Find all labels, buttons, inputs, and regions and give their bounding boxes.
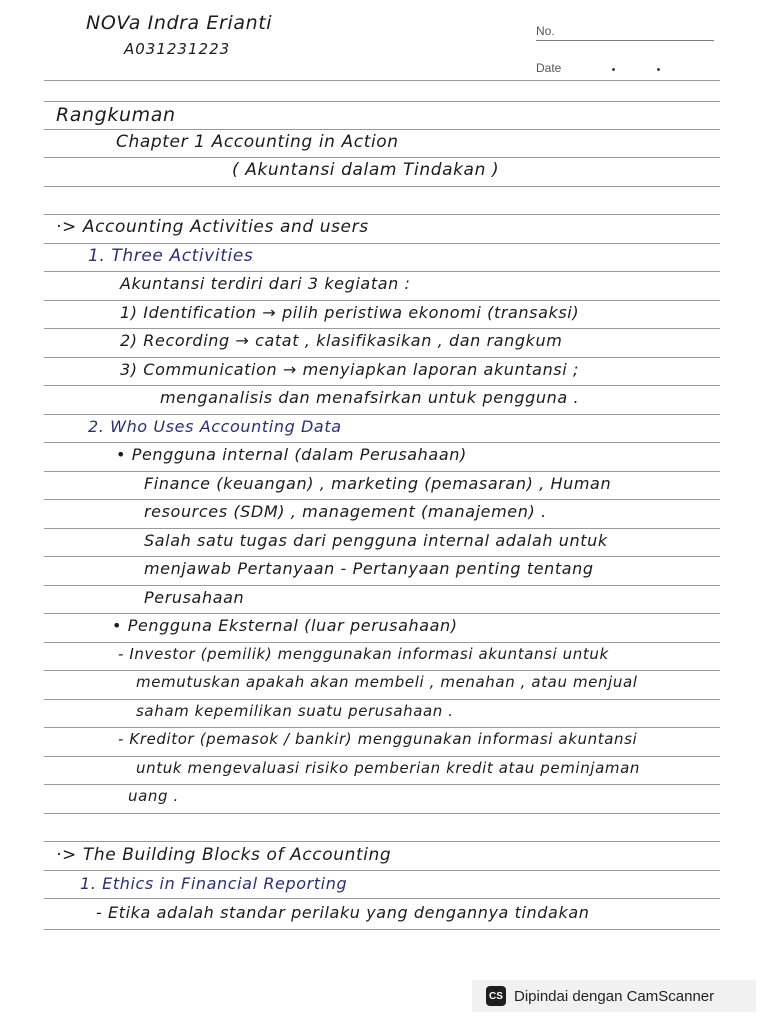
note-line: Finance (keuangan) , marketing (pemasaran) , Human: [144, 474, 612, 493]
date-label: Date: [536, 61, 562, 75]
note-line: ·> Accounting Activities and users: [56, 217, 369, 237]
camscanner-logo-icon: CS: [486, 986, 506, 1006]
ruled-line: [44, 841, 720, 842]
ruled-line: [44, 157, 720, 158]
note-line: 1. Three Activities: [88, 246, 254, 266]
note-line: saham kepemilikan suatu perusahaan .: [136, 702, 454, 720]
note-line: uang .: [128, 787, 179, 805]
note-line: 1) Identification → pilih peristiwa ekonomi (transaksi): [120, 303, 580, 322]
note-line: Rangkuman: [56, 104, 176, 126]
note-line: 3) Communication → menyiapkan laporan akuntansi ;: [120, 360, 579, 379]
note-line: 2) Recording → catat , klasifikasikan , dan rangkum: [120, 331, 563, 350]
ruled-line: [44, 300, 720, 301]
ruled-line: [44, 642, 720, 643]
note-line: menganalisis dan menafsirkan untuk pengguna .: [160, 388, 580, 407]
ruled-line: [44, 385, 720, 386]
ruled-line: [44, 699, 720, 700]
ruled-line: [44, 670, 720, 671]
header-rule: [44, 80, 720, 81]
ruled-line: [44, 613, 720, 614]
ruled-line: [44, 499, 720, 500]
camscanner-watermark: [472, 980, 756, 1012]
ruled-line: [44, 214, 720, 215]
ruled-line: [44, 471, 720, 472]
note-line: untuk mengevaluasi risiko pemberian kredit atau peminjaman: [136, 759, 640, 777]
ruled-line: [44, 870, 720, 871]
ruled-line: [44, 186, 720, 187]
ruled-line: [44, 784, 720, 785]
ruled-line: [44, 727, 720, 728]
ruled-line: [44, 756, 720, 757]
student-id: A031231223: [124, 40, 231, 58]
note-line: resources (SDM) , management (manajemen) .: [144, 502, 547, 521]
note-line: Akuntansi terdiri dari 3 kegiatan :: [120, 274, 411, 293]
note-line: Salah satu tugas dari pengguna internal adalah untuk: [144, 531, 608, 550]
student-name: NOVa Indra Erianti: [86, 12, 273, 34]
ruled-line: [44, 929, 720, 930]
note-line: - Kreditor (pemasok / bankir) menggunakan informasi akuntansi: [118, 730, 638, 748]
note-line: menjawab Pertanyaan - Pertanyaan penting tentang: [144, 559, 594, 578]
date-dot: [657, 68, 660, 71]
ruled-line: [44, 585, 720, 586]
ruled-line: [44, 243, 720, 244]
ruled-line: [44, 357, 720, 358]
ruled-line: [44, 813, 720, 814]
note-line: • Pengguna internal (dalam Perusahaan): [116, 445, 467, 464]
note-line: 1. Ethics in Financial Reporting: [80, 874, 348, 893]
note-line: ( Akuntansi dalam Tindakan ): [232, 160, 500, 180]
watermark-text: Dipindai dengan CamScanner: [514, 987, 715, 1005]
date-dot: [612, 68, 615, 71]
no-label: No.: [536, 24, 555, 38]
note-line: 2. Who Uses Accounting Data: [88, 417, 342, 436]
no-rule: [536, 40, 714, 41]
note-line: • Pengguna Eksternal (luar perusahaan): [112, 616, 458, 635]
note-line: - Investor (pemilik) menggunakan informasi akuntansi untuk: [118, 645, 609, 663]
note-line: memutuskan apakah akan membeli , menahan , atau menjual: [136, 673, 638, 691]
ruled-line: [44, 101, 720, 102]
note-line: Perusahaan: [144, 588, 245, 607]
ruled-line: [44, 898, 720, 899]
ruled-line: [44, 528, 720, 529]
note-line: - Etika adalah standar perilaku yang dengannya tindakan: [96, 903, 590, 922]
note-line: Chapter 1 Accounting in Action: [116, 132, 399, 152]
note-line: ·> The Building Blocks of Accounting: [56, 845, 392, 865]
ruled-line: [44, 556, 720, 557]
ruled-line: [44, 414, 720, 415]
ruled-line: [44, 271, 720, 272]
ruled-line: [44, 442, 720, 443]
ruled-line: [44, 328, 720, 329]
ruled-line: [44, 129, 720, 130]
